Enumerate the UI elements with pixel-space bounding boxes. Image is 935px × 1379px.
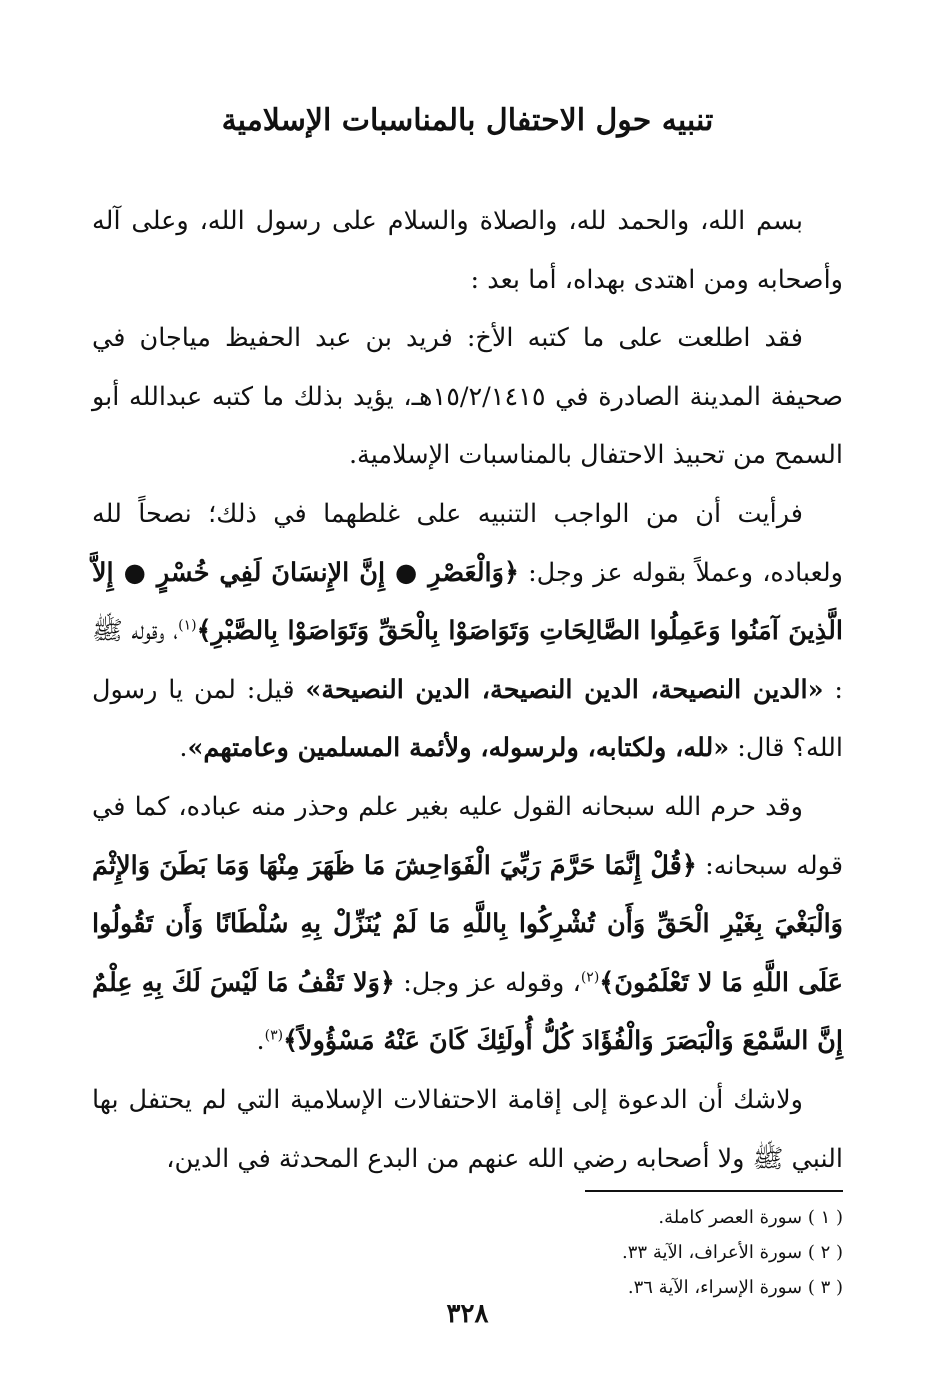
main-text [92,192,843,1188]
paragraph [92,778,843,1071]
footnotes [92,1200,843,1305]
quoted-text: ﴿وَلا تَقْفُ مَا لَيْسَ لَكَ بِهِ عِلْمٌ إِنَّ السَّمْعَ وَالْبَصَرَ وَالْفُؤَادَ كُلُّ أُولَئِكَ كَانَ عَنْهُ مَسْؤُولاً﴾ [92,967,843,1057]
footnote-reference: (١) [178,617,197,634]
paragraph [92,192,843,309]
paragraph-text: بسم الله، والحمد لله، والصلاة والسلام على رسول الله، وعلى آله وأصحابه ومن اهتدى بهداه، أما بعد : [92,206,843,295]
paragraph [92,485,843,778]
quoted-text: ﴿قُلْ إِنَّمَا حَرَّمَ رَبِّيَ الْفَوَاحِشَ مَا ظَهَرَ مِنْهَا وَمَا بَطَنَ وَالإِثْمَ وَالْبَغْيَ بِغَيْرِ الْحَقِّ وَأَن تُشْرِكُوا بِاللَّهِ مَا لَمْ يُنَزِّلْ بِهِ سُلْطَانًا وَأَن تَقُولُوا عَلَى اللَّهِ مَا لا تَعْلَمُونَ﴾ [92,850,843,998]
paragraph-text: ، وقوله عز وجل: [394,967,581,998]
footnote-1: ( ١ ) سورة العصر كاملة. [658,1207,843,1228]
footnote-separator [585,1190,843,1192]
footnote-reference: (٣) [264,1027,284,1044]
quoted-text: «الدين النصيحة، الدين النصيحة، الدين النصيحة» [305,674,824,705]
footnote-2: ( ٢ ) سورة الأعراف، الآية ٣٣. [622,1242,843,1263]
footnote-3: ( ٣ ) سورة الإسراء، الآية ٣٦. [627,1277,843,1298]
paragraph-text: . [256,1026,265,1057]
paragraph-text: . [179,733,188,764]
paragraph-text: وقد حرم الله سبحانه القول عليه بغير علم وحذر منه عباده، كما في قوله سبحانه: [92,791,844,881]
paragraph-text: فرأيت أن من الواجب التنبيه على غلطهما في ذلك؛ نصحاً لله ولعباده، وعملاً بقوله عز وجل: [92,498,843,588]
quoted-text: ﴿وَالْعَصْرِ ● إِنَّ الإِنسَانَ لَفِي خُسْرٍ ● إِلاَّ الَّذِينَ آمَنُوا وَعَمِلُوا الصَّالِحَاتِ وَتَوَاصَوْا بِالْحَقِّ وَتَوَاصَوْا بِالصَّبْرِ﴾ [92,557,843,647]
paragraph [92,1071,843,1188]
paragraph-text: فقد اطلعت على ما كتبه الأخ: فريد بن عبد الحفيظ مياجان في صحيفة المدينة الصادرة في ١٥/٢/١٤١٥هـ، يؤيد بذلك ما كتبه عبدالله أبو السمح من تحبيذ الاحتفال بالمناسبات الإسلامية. [92,323,843,471]
page-number: ٣٢٨ [446,1299,489,1329]
page-title: تنبيه حول الاحتفال بالمناسبات الإسلامية [221,103,714,138]
paragraph-text: ، وقوله ﷺ : [92,616,843,705]
paragraph-text: ولاشك أن الدعوة إلى إقامة الاحتفالات الإسلامية التي لم يحتفل بها النبي ﷺ ولا أصحابه رضي الله عنهم من البدع المحدثة في الدين، [92,1084,843,1174]
quoted-text: «لله، ولكتابه، ولرسوله، ولأئمة المسلمين وعامتهم» [187,733,730,764]
footnote-reference: (٢) [580,969,600,986]
paragraph [92,309,843,485]
paragraph-text: قيل: لمن يا رسول الله؟ قال: [92,674,843,764]
